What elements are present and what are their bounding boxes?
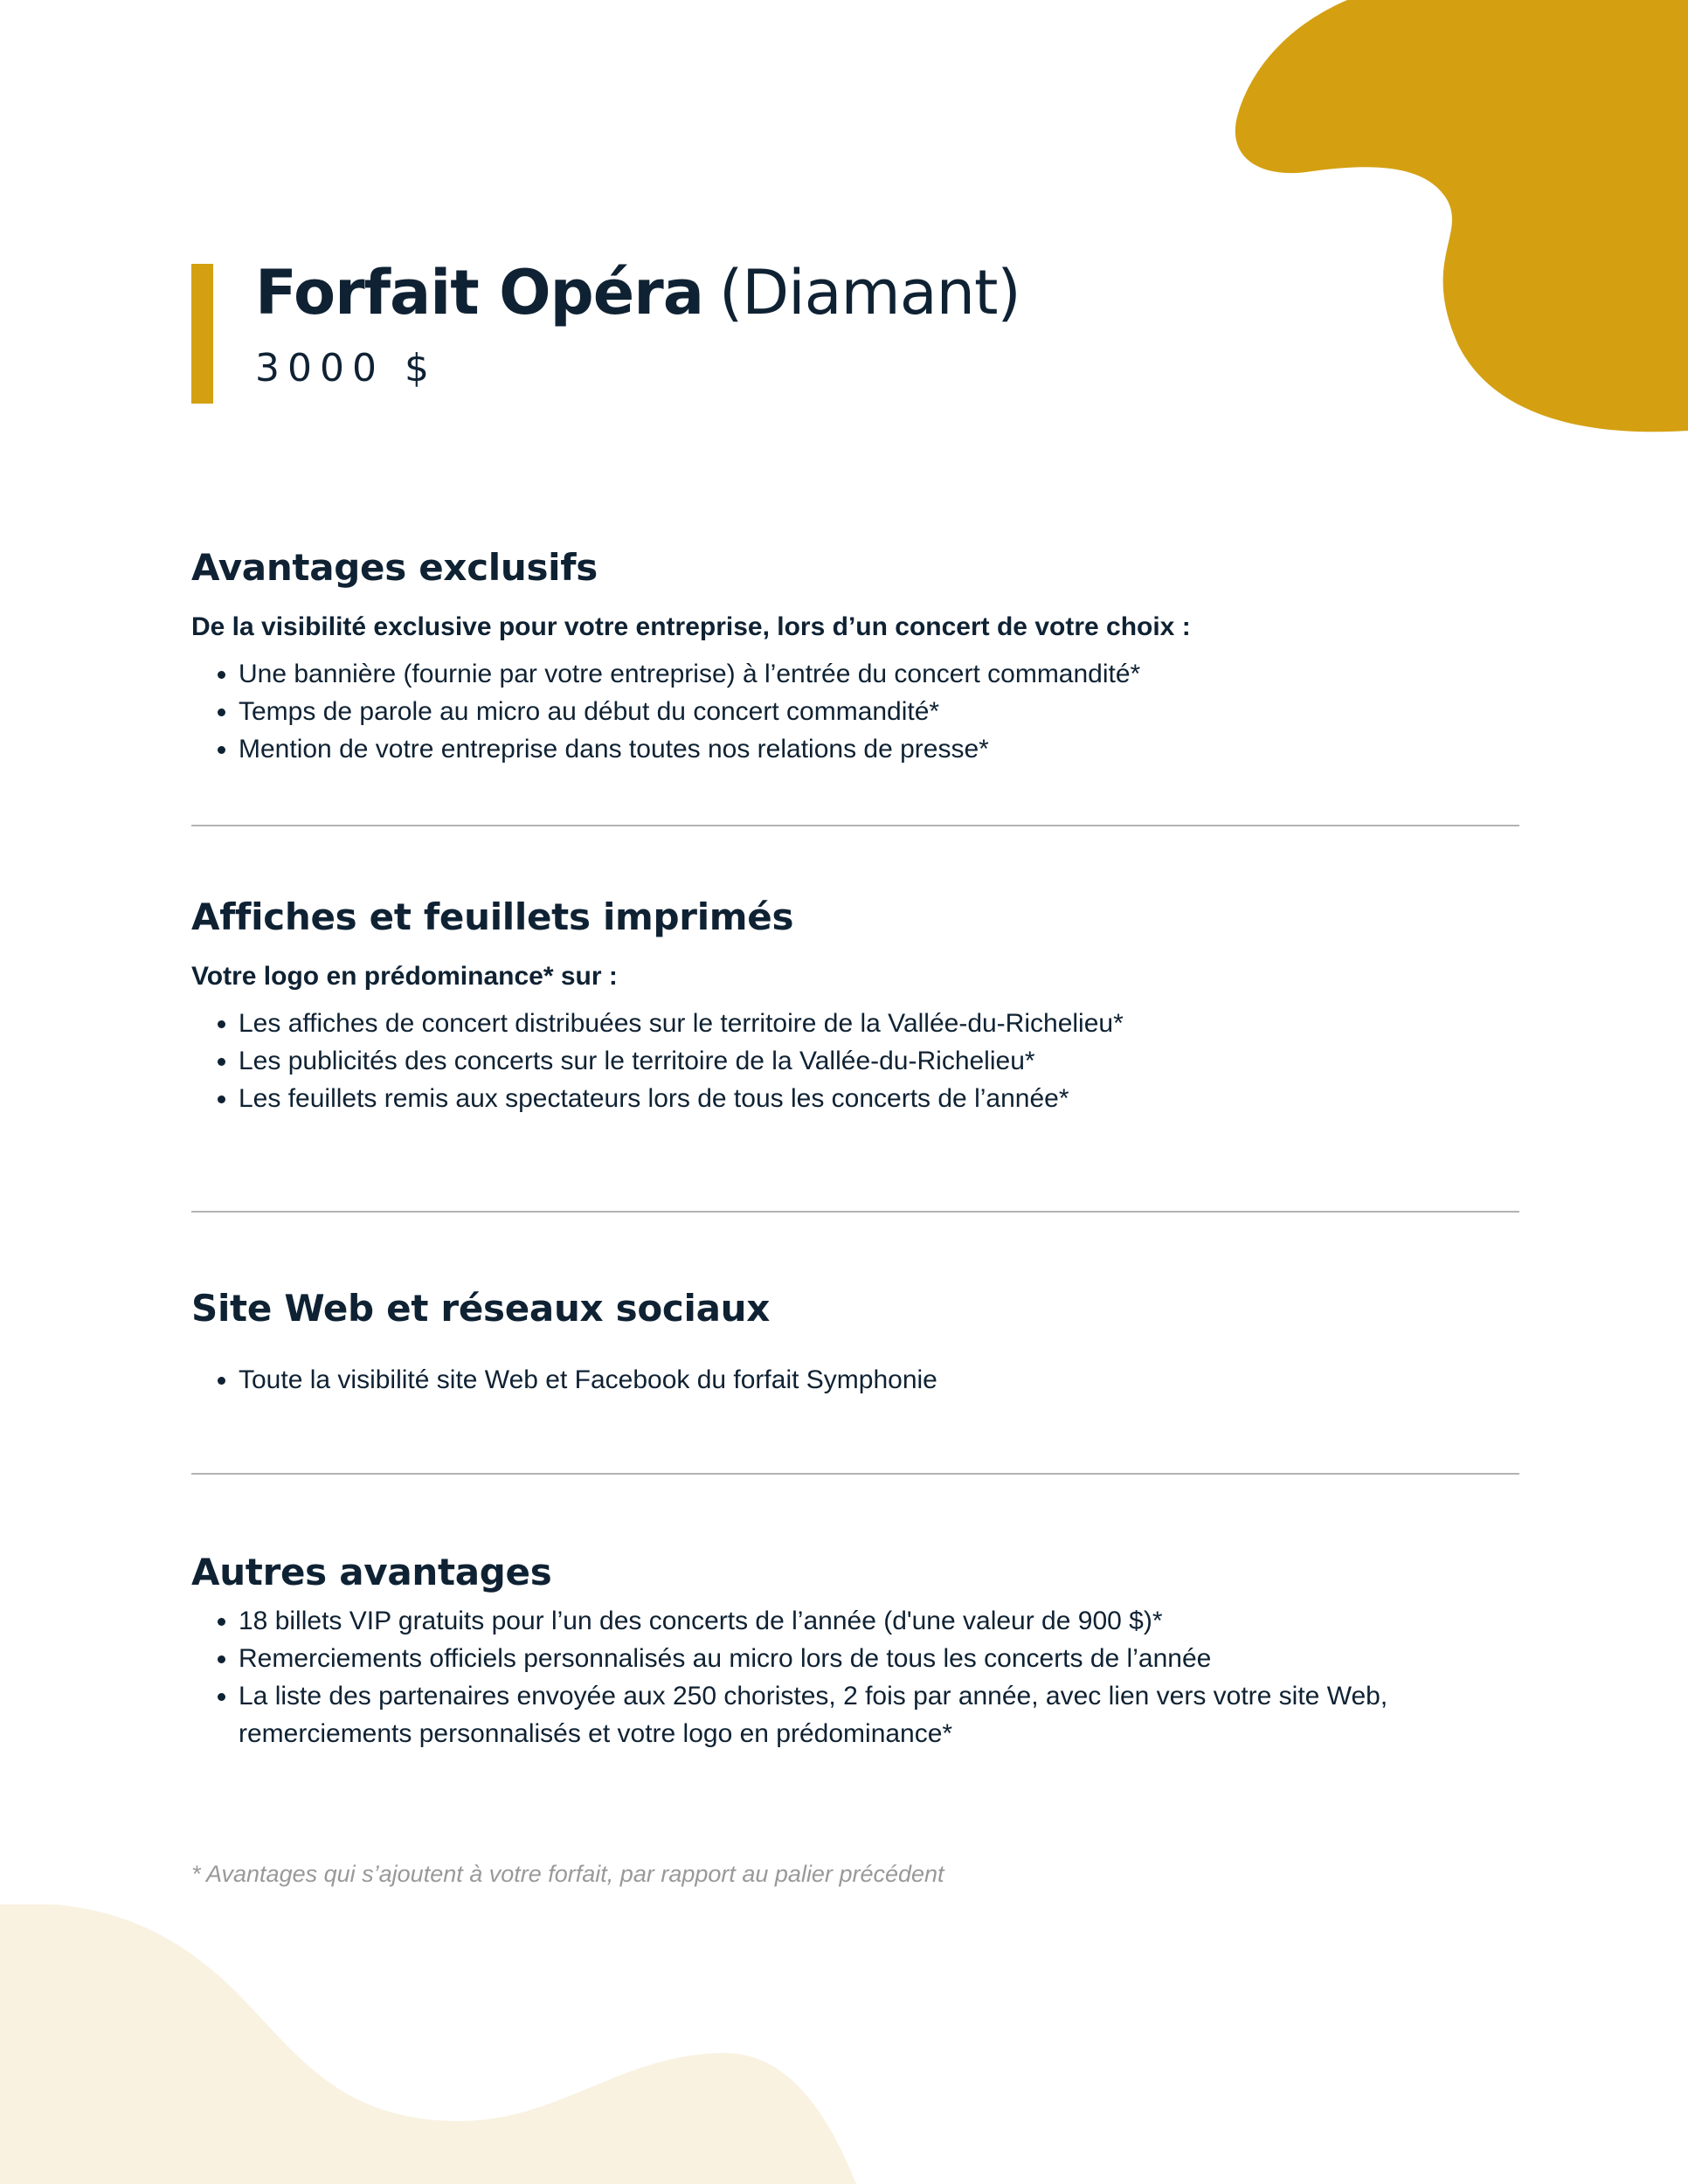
section-heading: Avantages exclusifs [191,546,598,589]
section-printed-posters [191,891,1519,1117]
page-title [255,253,1020,332]
package-tier: (Diamant) [718,257,1020,328]
list-item: • Toute la visibilité site Web et Facebook du forfait Symphonie [239,1361,1519,1399]
section-heading: Autres avantages [191,1551,552,1593]
benefit-list [191,655,1519,768]
section-other-benefits [191,1546,1519,1752]
list-item: • Mention de votre entreprise dans toutes nos relations de presse* [239,730,1519,768]
divider [191,825,1519,826]
benefit-list [191,1361,1519,1399]
benefit-list [191,1005,1519,1117]
divider [191,1211,1519,1213]
list-item: • Les affiches de concert distribuées sur le territoire de la Vallée-du-Richelieu* [239,1005,1519,1042]
divider [191,1473,1519,1475]
title-accent-bar [191,264,213,404]
benefit-list [191,1602,1519,1752]
section-lead: De la visibilité exclusive pour votre entreprise, lors d’un concert de votre choix : [191,612,1191,641]
list-item: • La liste des partenaires envoyée aux 250 choristes, 2 fois par année, avec lien vers votre site Web, remerciements personnalisés et votre logo en prédominance* [239,1677,1519,1752]
list-item: • Une bannière (fournie par votre entreprise) à l’entrée du concert commandité* [239,655,1519,693]
list-item: • Les feuillets remis aux spectateurs lors de tous les concerts de l’année* [239,1080,1519,1117]
section-exclusive-benefits [191,542,1519,768]
section-heading: Site Web et réseaux sociaux [191,1287,771,1330]
list-item: • Temps de parole au micro au début du concert commandité* [239,693,1519,730]
footnote: * Avantages qui s’ajoutent à votre forfait, par rapport au palier précédent [191,1861,944,1887]
decorative-blob-top [1234,0,1688,437]
decorative-blob-bottom [0,1904,874,2184]
list-item: • Remerciements officiels personnalisés au micro lors de tous les concerts de l’année [239,1640,1519,1677]
list-item: • Les publicités des concerts sur le territoire de la Vallée-du-Richelieu* [239,1042,1519,1080]
list-item: • 18 billets VIP gratuits pour l’un des concerts de l’année (d'une valeur de 900 $)* [239,1602,1519,1640]
section-heading: Affiches et feuillets imprimés [191,895,794,938]
section-web-social [191,1282,1519,1399]
package-price: 3000 $ [255,346,437,390]
package-name: Forfait Opéra [255,257,703,328]
section-lead: Votre logo en prédominance* sur : [191,962,618,991]
